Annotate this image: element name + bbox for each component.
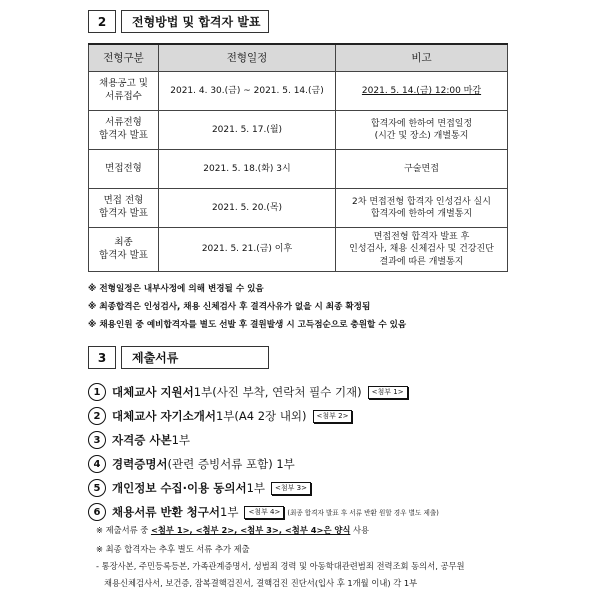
section-2-header bbox=[88, 10, 269, 33]
stage-line: 합격자 발표 bbox=[99, 130, 148, 141]
note-line: 결과에 따른 개별통지 bbox=[379, 256, 464, 267]
final-note bbox=[96, 541, 465, 592]
section-title: 전형방법 및 합격자 발표 bbox=[121, 10, 269, 33]
table-row bbox=[89, 111, 508, 150]
note-cell bbox=[336, 189, 508, 228]
stage-line: 서류전형 bbox=[105, 117, 142, 129]
doc-name: 자격증 사본 bbox=[112, 433, 172, 447]
header-stage: 전형구분 bbox=[89, 44, 159, 72]
stage-cell bbox=[89, 150, 159, 189]
note-line: 합격자에 한하여 면접일정 bbox=[370, 118, 473, 129]
note-cell bbox=[336, 72, 508, 111]
form-note-suffix: 사용 bbox=[350, 525, 370, 535]
form-note bbox=[96, 522, 369, 539]
doc-detail: 1부(사진 부착, 연락처 필수 기재) bbox=[193, 385, 362, 399]
item-number: 6 bbox=[88, 503, 106, 521]
note-cell bbox=[336, 111, 508, 150]
form-note-prefix: ※ 제출서류 중 bbox=[96, 525, 151, 535]
section-3-header bbox=[88, 346, 269, 369]
doc-detail: 1부(A4 2장 내외) bbox=[215, 409, 307, 423]
doc-name: 경력증명서 bbox=[112, 457, 168, 471]
doc-name: 대체교사 자기소개서 bbox=[112, 409, 216, 423]
item-number: 2 bbox=[88, 407, 106, 425]
list-item bbox=[88, 452, 439, 476]
doc-detail: (관련 증빙서류 포함) 1부 bbox=[167, 457, 295, 471]
note-line: 2021. 5. 14.(금) 12:00 마감 bbox=[361, 85, 482, 96]
section-number: 3 bbox=[88, 346, 116, 369]
doc-extra-note: (최종 합격자 발표 후 서류 반환 원할 경우 별도 제출) bbox=[287, 509, 439, 517]
list-item bbox=[88, 404, 439, 428]
note-line: 합격자에 한하여 개별통지 bbox=[370, 209, 473, 219]
list-item bbox=[88, 476, 439, 500]
final-note-line: 채용신체검사서, 보건증, 잠복결핵검진서, 결핵검진 진단서(입사 후 1개월 이내) 각 1부 bbox=[104, 578, 418, 588]
note-line: (시간 및 장소) 개별통지 bbox=[374, 131, 469, 141]
form-note-emphasis: <첨부 1>, <첨부 2>, <첨부 3>, <첨부 4>은 양식 bbox=[150, 525, 351, 535]
date-cell: 2021. 5. 18.(화) 3시 bbox=[159, 150, 336, 189]
table-row bbox=[89, 228, 508, 272]
note-line: 2차 면접전형 합격자 인성검사 실시 bbox=[352, 196, 491, 207]
schedule-notes bbox=[88, 280, 406, 334]
stage-line: 합격자 발표 bbox=[99, 208, 148, 219]
note-line: 구술면접 bbox=[404, 163, 439, 174]
section-number: 2 bbox=[88, 10, 116, 33]
attachment-tag: <첨부 4> bbox=[244, 506, 284, 519]
note-item: ※ 최종합격은 인성검사, 채용 신체검사 후 결격사유가 없을 시 최종 확정됨 bbox=[88, 302, 371, 312]
header-note: 비고 bbox=[336, 44, 508, 72]
doc-detail: 1부 bbox=[246, 481, 266, 495]
item-number: 1 bbox=[88, 383, 106, 401]
doc-name: 개인정보 수집·이용 동의서 bbox=[112, 481, 247, 495]
list-item bbox=[88, 380, 439, 404]
document-list bbox=[88, 380, 439, 524]
note-item: ※ 전형일정은 내부사정에 의해 변경될 수 있음 bbox=[88, 284, 264, 294]
stage-line: 채용공고 및 bbox=[99, 78, 148, 90]
header-date: 전형일정 bbox=[159, 44, 336, 72]
note-cell bbox=[336, 228, 508, 272]
stage-cell bbox=[89, 189, 159, 228]
table-row bbox=[89, 72, 508, 111]
list-item bbox=[88, 500, 439, 524]
date-cell: 2021. 5. 21.(금) 이후 bbox=[159, 228, 336, 272]
attachment-tag: <첨부 3> bbox=[271, 482, 311, 495]
doc-detail: 1부 bbox=[171, 433, 190, 447]
table-header-row bbox=[89, 44, 508, 72]
final-note-line: ※ 최종 합격자는 추후 별도 서류 추가 제출 bbox=[96, 544, 250, 554]
list-item bbox=[88, 428, 439, 452]
doc-detail: 1부 bbox=[220, 505, 239, 519]
item-number: 4 bbox=[88, 455, 106, 473]
item-number: 3 bbox=[88, 431, 106, 449]
attachment-tag: <첨부 1> bbox=[368, 386, 408, 399]
date-cell: 2021. 5. 17.(월) bbox=[159, 111, 336, 150]
table-row bbox=[89, 189, 508, 228]
stage-cell bbox=[89, 72, 159, 111]
note-line: 인성검사, 채용 신체검사 및 건강진단 bbox=[349, 244, 494, 255]
note-cell bbox=[336, 150, 508, 189]
stage-line: 최종 bbox=[114, 236, 133, 248]
item-number: 5 bbox=[88, 479, 106, 497]
stage-line: 서류접수 bbox=[105, 91, 142, 102]
note-item: ※ 채용인원 중 예비합격자를 별도 선발 후 결원발생 시 고득점순으로 충원할 수 있음 bbox=[88, 320, 407, 330]
schedule-table bbox=[88, 43, 508, 272]
date-cell: 2021. 4. 30.(금) ~ 2021. 5. 14.(금) bbox=[159, 72, 336, 111]
note-line: 면접전형 합격자 발표 후 bbox=[373, 232, 470, 243]
final-note-line: - 통장사본, 주민등록등본, 가족관계증명서, 성범죄 경력 및 아동학대관련범죄 전력조회 동의서, 공무원 bbox=[96, 561, 465, 571]
stage-line: 면접 전형 bbox=[103, 195, 144, 207]
stage-line: 합격자 발표 bbox=[99, 249, 148, 261]
attachment-tag: <첨부 2> bbox=[313, 410, 353, 423]
stage-line: 면접전형 bbox=[105, 162, 142, 174]
doc-name: 대체교사 지원서 bbox=[112, 385, 194, 399]
stage-cell bbox=[89, 111, 159, 150]
table-row bbox=[89, 150, 508, 189]
stage-cell bbox=[89, 228, 159, 272]
date-cell: 2021. 5. 20.(목) bbox=[159, 189, 336, 228]
section-title: 제출서류 bbox=[121, 346, 269, 369]
doc-name: 채용서류 반환 청구서 bbox=[112, 505, 220, 519]
